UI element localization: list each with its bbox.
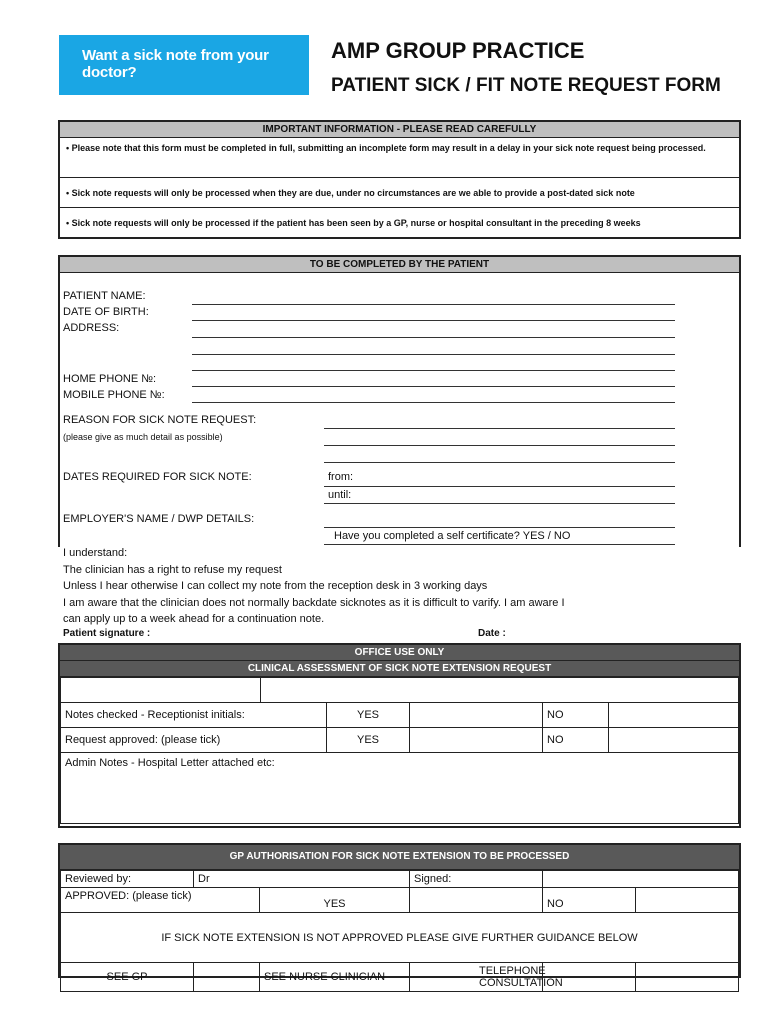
from-field[interactable] xyxy=(324,486,675,487)
home-phone-field[interactable] xyxy=(192,386,675,387)
gp-approved-label: APPROVED: (please tick) xyxy=(61,888,260,913)
option-see-nurse[interactable]: SEE NURSE CLINICIAN xyxy=(260,963,410,992)
banner xyxy=(59,35,309,95)
option-see-gp-box[interactable] xyxy=(194,963,260,992)
notes-checked-yes-box[interactable] xyxy=(410,703,543,728)
form-title: PATIENT SICK / FIT NOTE REQUEST FORM xyxy=(331,75,721,96)
office-blank-cell[interactable] xyxy=(61,678,261,703)
declaration-line: The clinician has a right to refuse my request xyxy=(63,563,282,576)
office-table xyxy=(60,677,739,824)
dob-label: DATE OF BIRTH: xyxy=(63,306,149,318)
until-field[interactable] xyxy=(324,503,675,504)
from-label: from: xyxy=(328,471,354,483)
declaration-text xyxy=(63,545,703,628)
important-info-box xyxy=(58,120,741,239)
date-label[interactable]: Date : xyxy=(478,628,506,639)
patient-signature-label[interactable]: Patient signature : xyxy=(63,628,151,639)
reason-field-2[interactable] xyxy=(324,445,675,446)
reason-hint: (please give as much detail as possible) xyxy=(63,432,223,442)
reason-field-3[interactable] xyxy=(324,462,675,463)
gp-table xyxy=(60,870,739,992)
notes-checked-yes[interactable]: YES xyxy=(327,703,410,728)
option-telephone[interactable] xyxy=(479,963,636,992)
address-field-2[interactable] xyxy=(192,354,675,355)
practice-name: AMP GROUP PRACTICE xyxy=(331,38,585,63)
gp-approved-yes-box[interactable] xyxy=(410,888,543,913)
self-certificate-question[interactable]: Have you completed a self certificate? YES / NO xyxy=(334,530,571,542)
request-approved-yes-box[interactable] xyxy=(410,728,543,753)
banner-line-2: doctor? xyxy=(82,64,137,81)
admin-notes-label[interactable]: Admin Notes - Hospital Letter attached etc: xyxy=(61,753,739,824)
dob-field[interactable] xyxy=(192,320,675,321)
gp-authorisation-header: GP AUTHORISATION FOR SICK NOTE EXTENSION TO BE PROCESSED xyxy=(60,845,739,870)
notes-checked-no[interactable]: NO xyxy=(543,703,609,728)
gp-approved-no[interactable]: NO xyxy=(543,888,636,913)
further-guidance-label[interactable]: IF SICK NOTE EXTENSION IS NOT APPROVED PLEASE GIVE FURTHER GUIDANCE BELOW xyxy=(61,913,739,963)
employer-label: EMPLOYER'S NAME / DWP DETAILS: xyxy=(63,513,255,525)
mobile-phone-label: MOBILE PHONE №: xyxy=(63,389,165,401)
office-use-header: OFFICE USE ONLY xyxy=(60,645,739,661)
info-note-1: • Please note that this form must be completed in full, submitting an incomplete form may result in a delay in your sick note request being processed. xyxy=(60,138,739,178)
signed-label[interactable]: Signed: xyxy=(410,871,543,888)
request-approved-label: Request approved: (please tick) xyxy=(61,728,327,753)
option-see-gp[interactable]: SEE GP xyxy=(61,963,194,992)
option-telephone-label: TELEPHONE CONSULTATION xyxy=(479,965,563,989)
home-phone-label: HOME PHONE №: xyxy=(63,373,157,385)
reason-label: REASON FOR SICK NOTE REQUEST: xyxy=(63,414,257,426)
banner-line-1: Want a sick note from your xyxy=(82,47,269,64)
notes-checked-label: Notes checked - Receptionist initials: xyxy=(61,703,327,728)
request-approved-yes[interactable]: YES xyxy=(327,728,410,753)
info-note-2: • Sick note requests will only be processed when they are due, under no circumstances are we able to provide a post-dated sick note xyxy=(60,178,739,208)
office-use-section xyxy=(58,643,741,828)
clinical-assessment-header: CLINICAL ASSESSMENT OF SICK NOTE EXTENSION REQUEST xyxy=(60,661,739,677)
dates-label: DATES REQUIRED FOR SICK NOTE: xyxy=(63,471,252,483)
signed-field[interactable] xyxy=(543,871,739,888)
address-label: ADDRESS: xyxy=(63,322,120,334)
option-telephone-box[interactable] xyxy=(635,963,738,992)
reviewed-by-label: Reviewed by: xyxy=(61,871,194,888)
until-label: until: xyxy=(328,489,352,501)
gp-approved-yes[interactable]: YES xyxy=(260,888,410,913)
important-info-header: IMPORTANT INFORMATION - PLEASE READ CAREFULLY xyxy=(60,122,739,138)
mobile-phone-field[interactable] xyxy=(192,402,675,403)
gp-authorisation-section xyxy=(58,843,741,989)
patient-section-header: TO BE COMPLETED BY THE PATIENT xyxy=(60,257,739,273)
info-note-3: • Sick note requests will only be processed if the patient has been seen by a GP, nurse or hospital consultant in the preceding 8 weeks xyxy=(66,218,641,228)
office-blank-wide-cell[interactable] xyxy=(261,678,739,703)
gp-approved-no-box[interactable] xyxy=(635,888,738,913)
address-field-3[interactable] xyxy=(192,370,675,371)
declaration-line: can apply up to a week ahead for a continuation note. xyxy=(63,613,325,625)
reviewed-by-dr[interactable]: Dr xyxy=(194,871,410,888)
declaration-line: Unless I hear otherwise I can collect my note from the reception desk in 3 working days xyxy=(63,580,488,592)
employer-field[interactable] xyxy=(324,527,675,528)
request-approved-no[interactable]: NO xyxy=(543,728,609,753)
declaration-line: I understand: xyxy=(63,547,128,559)
request-approved-no-box[interactable] xyxy=(609,728,739,753)
patient-name-field[interactable] xyxy=(192,304,675,305)
reason-field-1[interactable] xyxy=(324,428,675,429)
declaration-line: I am aware that the clinician does not normally backdate sicknotes as it is difficult to varify. I am aware I xyxy=(63,596,565,609)
patient-name-label: PATIENT NAME: xyxy=(63,290,146,302)
notes-checked-no-box[interactable] xyxy=(609,703,739,728)
address-field-1[interactable] xyxy=(192,337,675,338)
